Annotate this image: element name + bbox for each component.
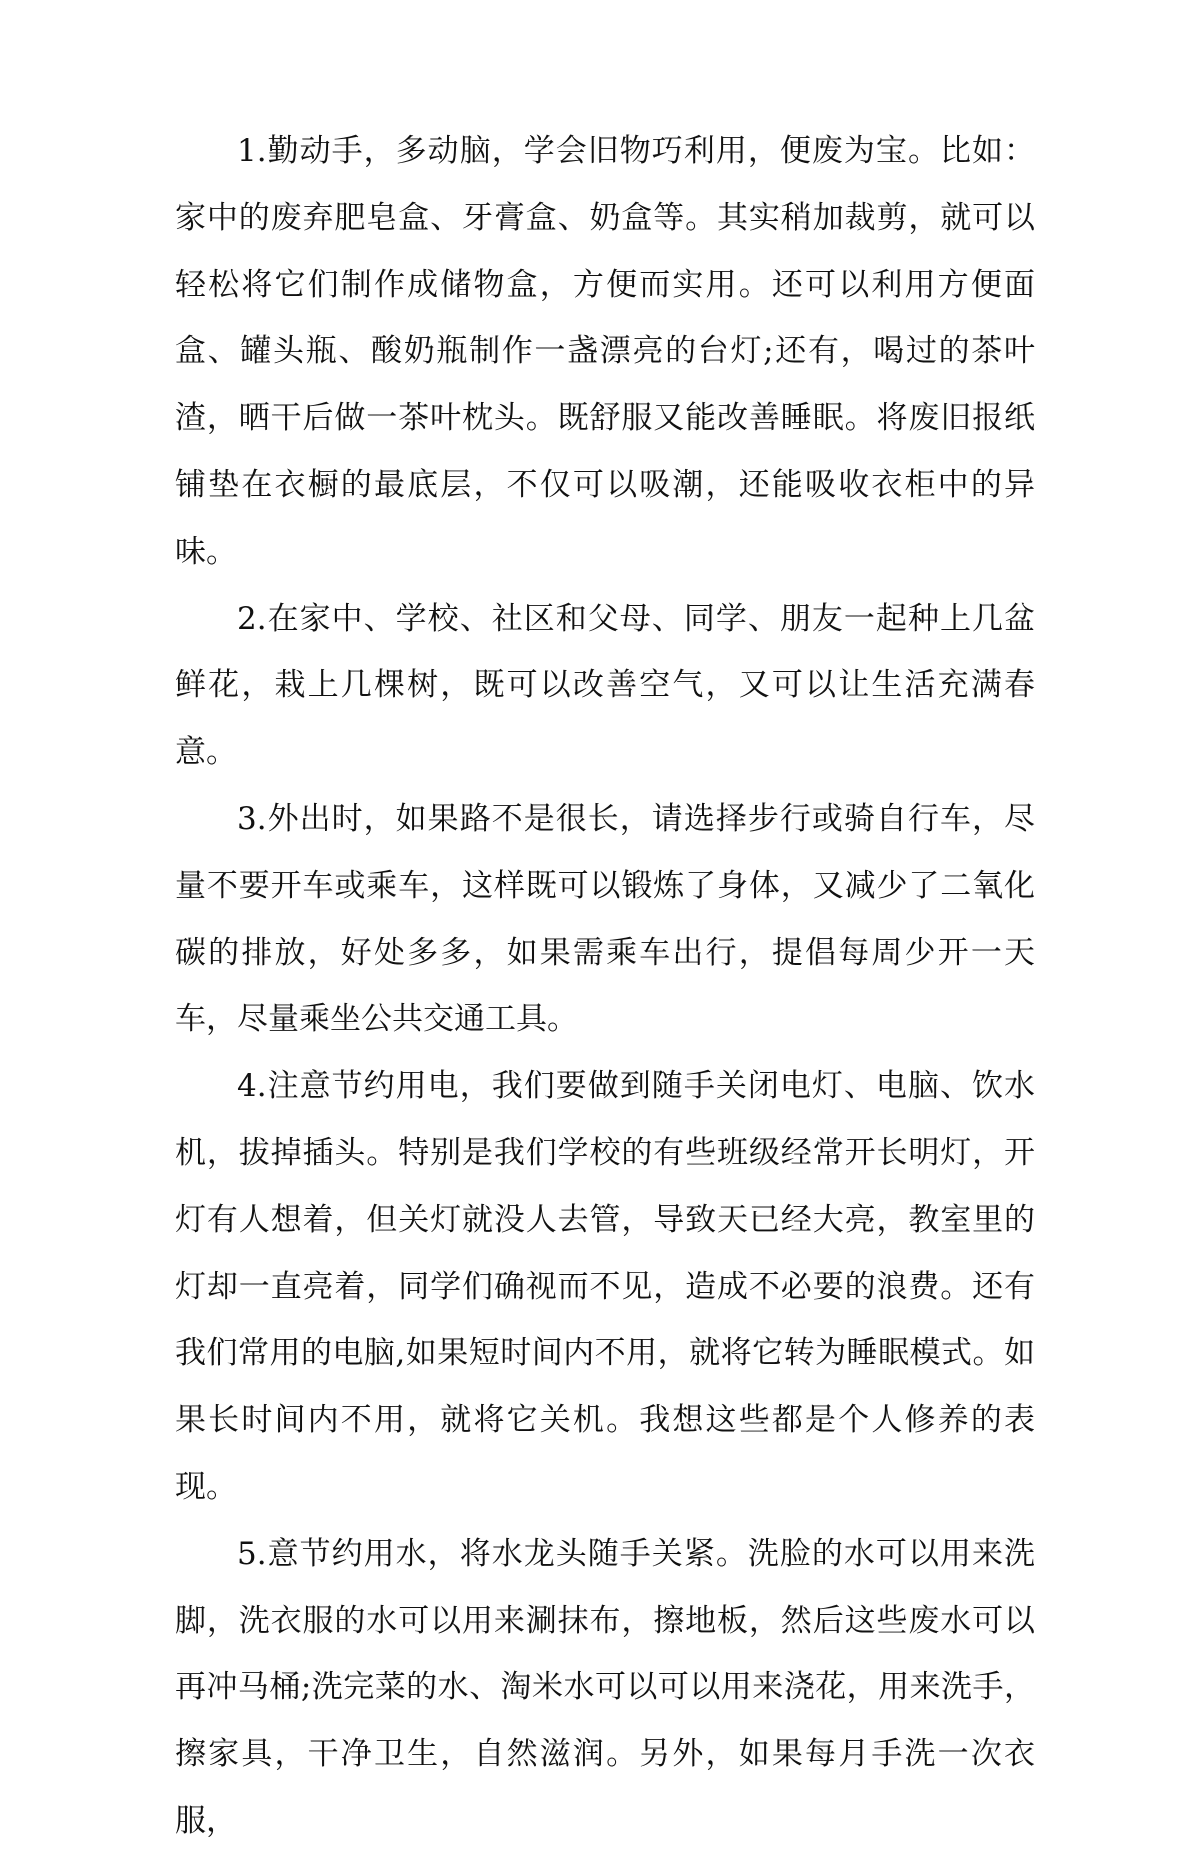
paragraph-1: 1.勤动手，多动脑，学会旧物巧利用，便废为宝。比如：家中的废弃肥皂盒、牙膏盒、奶盒等。其实稍加裁剪，就可以轻松将它们制作成储物盒，方便而实用。还可以利用方便面盒、罐头瓶、酸奶瓶制作一盏漂亮的台灯;还有，喝过的茶叶渣，晒干后做一茶叶枕头。既舒服又能改善睡眠。将废旧报纸铺垫在衣橱的最底层，不仅可以吸潮，还能吸收衣柜中的异味。 — [175, 133, 1035, 570]
paragraph-5: 5.意节约用水，将水龙头随手关紧。洗脸的水可以用来洗脚，洗衣服的水可以用来涮抹布，擦地板，然后这些废水可以再冲马桶;洗完菜的水、淘米水可以可以用来浇花，用来洗手，擦家具，干净卫生，自然滋润。另外，如果每月手洗一次衣服， — [175, 1535, 1035, 1839]
paragraph-2: 2.在家中、学校、社区和父母、同学、朋友一起种上几盆鲜花，栽上几棵树，既可以改善空气，又可以让生活充满春意。 — [175, 600, 1035, 771]
paragraph-4: 4.注意节约用电，我们要做到随手关闭电灯、电脑、饮水机，拔掉插头。特别是我们学校的有些班级经常开长明灯，开灯有人想着，但关灯就没人去管，导致天已经大亮，教室里的灯却一直亮着，同学们确视而不见，造成不必要的浪费。还有我们常用的电脑,如果短时间内不用，就将它转为睡眠模式。如果长时间内不用，就将它关机。我想这些都是个人修养的表现。 — [175, 1068, 1035, 1505]
paragraph-3: 3.外出时，如果路不是很长，请选择步行或骑自行车，尽量不要开车或乘车，这样既可以锻炼了身体，又减少了二氧化碳的排放，好处多多，如果需乘车出行，提倡每周少开一天车，尽量乘坐公共交通工具。 — [175, 800, 1035, 1038]
document-body — [175, 118, 1035, 1855]
